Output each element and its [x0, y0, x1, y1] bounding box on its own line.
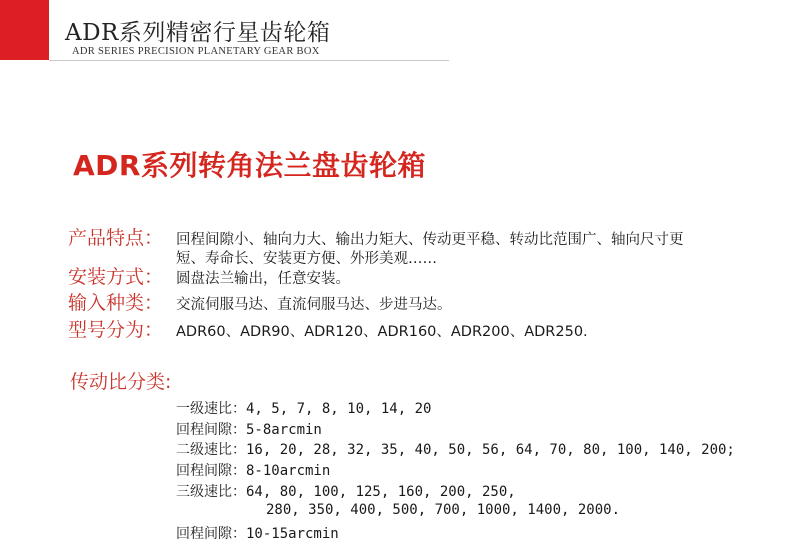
ratio-line — [176, 460, 330, 480]
ratio-line-value: 8-10arcmin — [246, 463, 331, 479]
ratio-line-value: 280, 350, 400, 500, 700, 1000, 1400, 2000. — [266, 502, 621, 518]
ratio-line-label: 回程间隙： — [176, 526, 246, 542]
features-label: 产品特点： — [68, 227, 164, 249]
ratio-heading: 传动比分类: — [70, 371, 172, 393]
input-type-text: 交流伺服马达、直流伺服马达、步进马达。 — [176, 297, 452, 313]
header-divider — [49, 60, 449, 61]
ratio-line — [266, 502, 620, 518]
ratio-line-label: 回程间隙： — [176, 422, 246, 438]
installation-label: 安装方式： — [68, 266, 164, 288]
brand-red-block — [0, 0, 49, 60]
ratio-line-label: 二级速比： — [176, 442, 246, 458]
ratio-line-label: 三级速比： — [176, 484, 246, 500]
ratio-line-label: 一级速比： — [176, 401, 246, 417]
ratio-line-value: 4, 5, 7, 8, 10, 14, 20 — [246, 401, 432, 417]
ratio-line — [176, 398, 431, 418]
ratio-line-value: 16, 20, 28, 32, 35, 40, 50, 56, 64, 70, 80, 100, 140, 200; — [246, 442, 735, 458]
input-type-label: 输入种类： — [68, 292, 164, 314]
ratio-line-value: 5-8arcmin — [246, 422, 322, 438]
ratio-line — [176, 481, 516, 501]
ratio-line-value: 64, 80, 100, 125, 160, 200, 250, — [246, 484, 516, 500]
header-title: ADR系列精密行星齿轮箱 — [65, 20, 331, 46]
models-label: 型号分为： — [68, 319, 164, 341]
ratio-line — [176, 419, 322, 439]
features-text-line-2: 短、寿命长、安装更方便、外形美观…… — [176, 251, 437, 267]
ratio-line-value: 10-15arcmin — [246, 526, 339, 542]
ratio-line-label: 回程间隙： — [176, 463, 246, 479]
features-text-line-1: 回程间隙小、轴向力大、输出力矩大、传动更平稳、转动比范围广、轴向尺寸更 — [176, 232, 684, 248]
main-title: ADR系列转角法兰盘齿轮箱 — [73, 149, 426, 182]
ratio-line — [176, 523, 339, 543]
ratio-line — [176, 439, 735, 459]
header-subtitle: ADR SERIES PRECISION PLANETARY GEAR BOX — [72, 46, 320, 57]
models-text: ADR60、ADR90、ADR120、ADR160、ADR200、ADR250. — [176, 324, 588, 340]
installation-text: 圆盘法兰输出，任意安装。 — [176, 271, 350, 287]
